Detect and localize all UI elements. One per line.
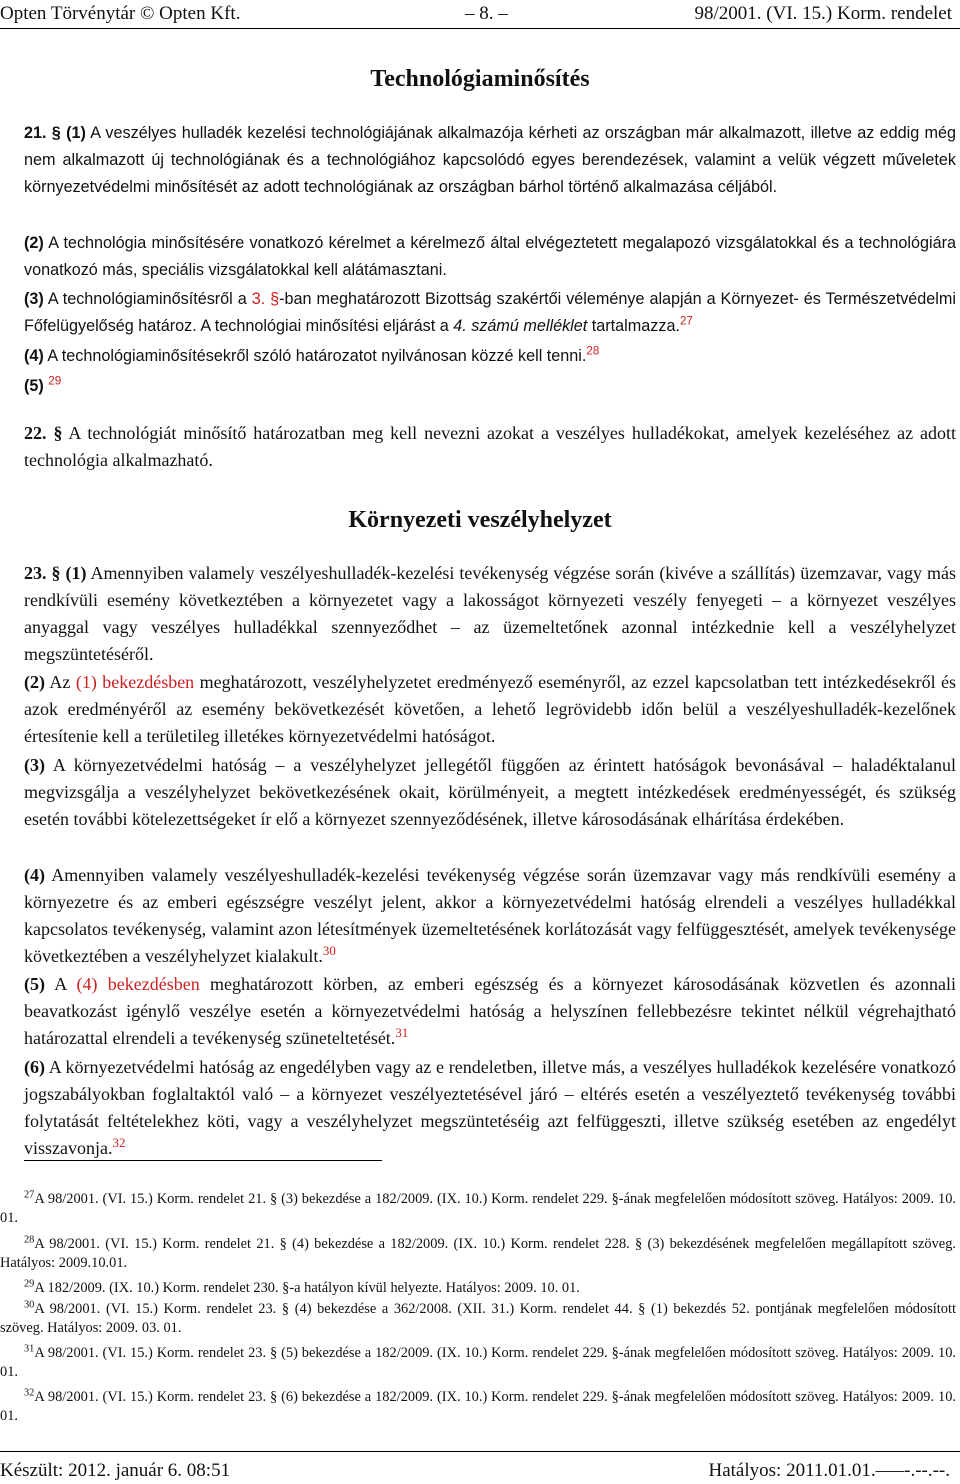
- paragraph-text: tartalmazza.: [587, 317, 680, 335]
- section-title-environmental-emergency: Környezeti veszélyhelyzet: [348, 507, 612, 533]
- footer-divider: [0, 1451, 960, 1452]
- footnote-28: [0, 1235, 956, 1273]
- paragraph-text: Amennyiben valamely veszélyeshulladék-kezelési tevékenység végzése során (kivéve a szállítás) üzemzavar, vagy más rendkívüli esemény következtében a környezetet vagy a lakosságot környezeti veszély fenyegeti – a környezet veszélyes anyaggal vagy veszélyes hulladékkal szennyeződhet – az üzemeltetőnek azonnal intézkednie kell a veszélyhelyzet megszüntetéséről.: [24, 563, 956, 664]
- paragraph-number: (3): [24, 290, 44, 308]
- paragraph-number: 23. § (1): [24, 563, 87, 583]
- footnote-31: [0, 1344, 956, 1382]
- footnote-ref-32[interactable]: 32: [112, 1134, 126, 1150]
- footnote-text: A 98/2001. (VI. 15.) Korm. rendelet 23. § (4) bekezdése a 362/2008. (XII. 31.) Korm. rendelet 44. § (1) bekezdés 52. pontjának megfelelően módosított szöveg. Hatályos: 2009. 03. 01.: [0, 1301, 956, 1336]
- paragraph-21-4: [24, 343, 956, 370]
- header-divider: [0, 28, 960, 29]
- paragraph-23-1: [24, 560, 956, 668]
- footnote-ref-30[interactable]: 30: [322, 942, 336, 958]
- paragraph-text: A technológia minősítésére vonatkozó kérelmet a kérelmező által elvégeztetett megalapozó vizsgálatokkal és a technológiára vonatkozó más, speciális vizsgálatokkal kell alátámasztani.: [24, 234, 956, 279]
- paragraph-text: Az: [45, 672, 76, 692]
- section-title-technology-qualification: Technológiaminősítés: [370, 66, 590, 92]
- annex-reference: 4. számú melléklet: [453, 317, 588, 335]
- paragraph-number: (3): [24, 755, 45, 775]
- paragraph-number: 21. § (1): [24, 124, 86, 142]
- paragraph-23-6: [24, 1054, 956, 1162]
- section-3-link[interactable]: 3. §: [251, 290, 280, 308]
- paragraph-23-2: [24, 669, 956, 750]
- footnote-text: A 98/2001. (VI. 15.) Korm. rendelet 21. § (3) bekezdése a 182/2009. (IX. 10.) Korm. rendelet 229. §-ának megfelelően módosított szöveg. Hatályos: 2009. 10. 01.: [0, 1191, 956, 1226]
- footnote-number: 32: [24, 1387, 35, 1399]
- paragraph-text: A technológiaminősítésről a: [43, 290, 252, 308]
- footnote-32: [0, 1388, 956, 1426]
- footnote-ref-27[interactable]: 27: [679, 314, 693, 328]
- footnote-number: 28: [24, 1234, 35, 1246]
- footer-effective: Hatályos: 2011.01.01.–––-.--.--.: [708, 1460, 950, 1481]
- paragraph-22: [24, 420, 956, 474]
- footnote-ref-31[interactable]: 31: [395, 1024, 409, 1040]
- footnote-text: A 182/2009. (IX. 10.) Korm. rendelet 230. §-a hatályon kívül helyezte. Hatályos: 2009. 10. 01.: [34, 1280, 580, 1296]
- paragraph-text: Amennyiben valamely veszélyeshulladék-kezelési tevékenység végzése során üzemzavar vagy más rendkívüli esemény a környezetre és az emberi egészségre veszélyt jelent, akkor a környezetvédelmi hatóság elrendeli a veszélyes hulladékkal kapcsolatos tevékenység, valamint azon létesítmények üzemeltetésének korlátozását vagy felfüggesztését, amelyek tevékenysége következtében a veszélyhelyzet kialakult.: [24, 865, 956, 966]
- footnote-number: 29: [24, 1278, 35, 1290]
- footnote-text: A 98/2001. (VI. 15.) Korm. rendelet 21. § (4) bekezdése a 182/2009. (IX. 10.) Korm. rendelet 228. § (3) bekezdésének megfelelően megállapított szöveg. Hatályos: 2009.10.01.: [0, 1236, 956, 1271]
- paragraph-23-4: [24, 862, 956, 970]
- paragraph-21-1: [24, 120, 956, 201]
- footnote-ref-29[interactable]: 29: [48, 374, 62, 388]
- paragraph-number: 22. §: [24, 423, 63, 443]
- footnote-30: [0, 1300, 956, 1338]
- footnote-number: 30: [24, 1299, 35, 1311]
- footnote-divider: [24, 1160, 382, 1161]
- paragraph-text: A környezetvédelmi hatóság az engedélyben vagy az e rendeletben, illetve más, a veszélyes hulladékok kezelésére vonatkozó jogszabályokban foglaltaktól való – a környezet veszélyeztetésével járó – eltérés esetén a veszélyeztető tevékenység további folytatását feltételekhez köti, vagy a veszélyhelyzet megszüntetéséig azt felfüggeszti, illetve szükség esetében az engedélyt visszavonja.: [24, 1057, 956, 1158]
- footnote-text: A 98/2001. (VI. 15.) Korm. rendelet 23. § (5) bekezdése a 182/2009. (IX. 10.) Korm. rendelet 229. §-ának megfelelően módosított szöveg. Hatályos: 2009. 10. 01.: [0, 1345, 956, 1380]
- header-publisher: Opten Törvénytár © Opten Kft.: [0, 3, 241, 24]
- paragraph-4-link[interactable]: (4) bekezdésben: [76, 974, 200, 994]
- paragraph-number: (4): [24, 865, 45, 885]
- paragraph-number: (2): [24, 234, 44, 252]
- footnote-text: A 98/2001. (VI. 15.) Korm. rendelet 23. § (6) bekezdése a 182/2009. (IX. 10.) Korm. rendelet 229. §-ának megfelelően módosított szöveg. Hatályos: 2009. 10. 01.: [0, 1389, 956, 1424]
- paragraph-text: A veszélyes hulladék kezelési technológiájának alkalmazója kérheti az országban már alkalmazott, illetve az eddig még nem alkalmazott új technológiának és a technológiához kapcsolódó egyes berendezések, valamint a velük végzett műveletek környezetvédelmi minősítését az adott technológiának az országban bárhol történő alkalmazása céljából.: [24, 124, 956, 196]
- footnote-number: 27: [24, 1189, 35, 1201]
- paragraph-number: (2): [24, 672, 45, 692]
- paragraph-23-3: [24, 752, 956, 833]
- paragraph-21-3: [24, 286, 956, 340]
- paragraph-21-2: [24, 230, 956, 284]
- paragraph-text: A környezetvédelmi hatóság – a veszélyhelyzet jellegétől függően az érintett hatóságok bevonásával – haladéktalanul megvizsgálja a veszélyhelyzet bekövetkezésének okait, körülményeit, a megtett intézkedések eredményességét, és szükség esetén további kötelezettségeket ír elő a környezet szennyeződésének, illetve károsodásának elhárítása érdekében.: [24, 755, 956, 829]
- paragraph-text: A: [45, 974, 77, 994]
- paragraph-number: (6): [24, 1057, 45, 1077]
- paragraph-number: (4): [24, 347, 44, 365]
- footnote-27: [0, 1190, 956, 1228]
- footnote-ref-28[interactable]: 28: [586, 344, 600, 358]
- paragraph-number: (5): [24, 377, 44, 395]
- paragraph-number: (5): [24, 974, 45, 994]
- paragraph-text: -ban meghatározott Bizottság szakértői véleménye alapján a Környezet- és Természetvédelmi Főfelügyelőség határoz. A technológiai minősítési eljárást a: [24, 290, 956, 335]
- paragraph-21-5: [24, 373, 956, 400]
- paragraph-text: meghatározott, veszélyhelyzetet eredményező eseményről, az ezzel kapcsolatban tett intézkedésekről és azok eredményéről az esemény bekövetkezését követően, a lehető legrövidebb időn belül a veszélyeshulladék-kezelőnek értesítenie kell a területileg illetékes környezetvédelmi hatóságot.: [24, 672, 956, 746]
- paragraph-1-link[interactable]: (1) bekezdésben: [75, 672, 195, 692]
- footnote-29: [0, 1279, 956, 1298]
- paragraph-text: A technológiát minősítő határozatban meg kell nevezni azokat a veszélyes hulladékokat, amelyek kezeléséhez az adott technológia alkalmazható.: [24, 423, 957, 470]
- footer-created: Készült: 2012. január 6. 08:51: [0, 1460, 231, 1481]
- page-header: [0, 2, 960, 26]
- paragraph-text: A technológiaminősítésekről szóló határozatot nyilvánosan közzé kell tenni.: [43, 347, 587, 365]
- paragraph-23-5: [24, 971, 956, 1052]
- header-page-number: – 8. –: [465, 3, 508, 24]
- header-regulation: 98/2001. (VI. 15.) Korm. rendelet: [694, 3, 952, 24]
- footnote-number: 31: [24, 1343, 35, 1355]
- paragraph-text: meghatározott körben, az emberi egészség és a környezet károsodásának közvetlen és azonnali beavatkozást igénylő veszélye esetén a környezetvédelmi hatóság a helyszínen fellebbezésre tekintet nélkül végrehajtható határozattal elrendeli a tevékenység szüneteltetését.: [24, 974, 956, 1048]
